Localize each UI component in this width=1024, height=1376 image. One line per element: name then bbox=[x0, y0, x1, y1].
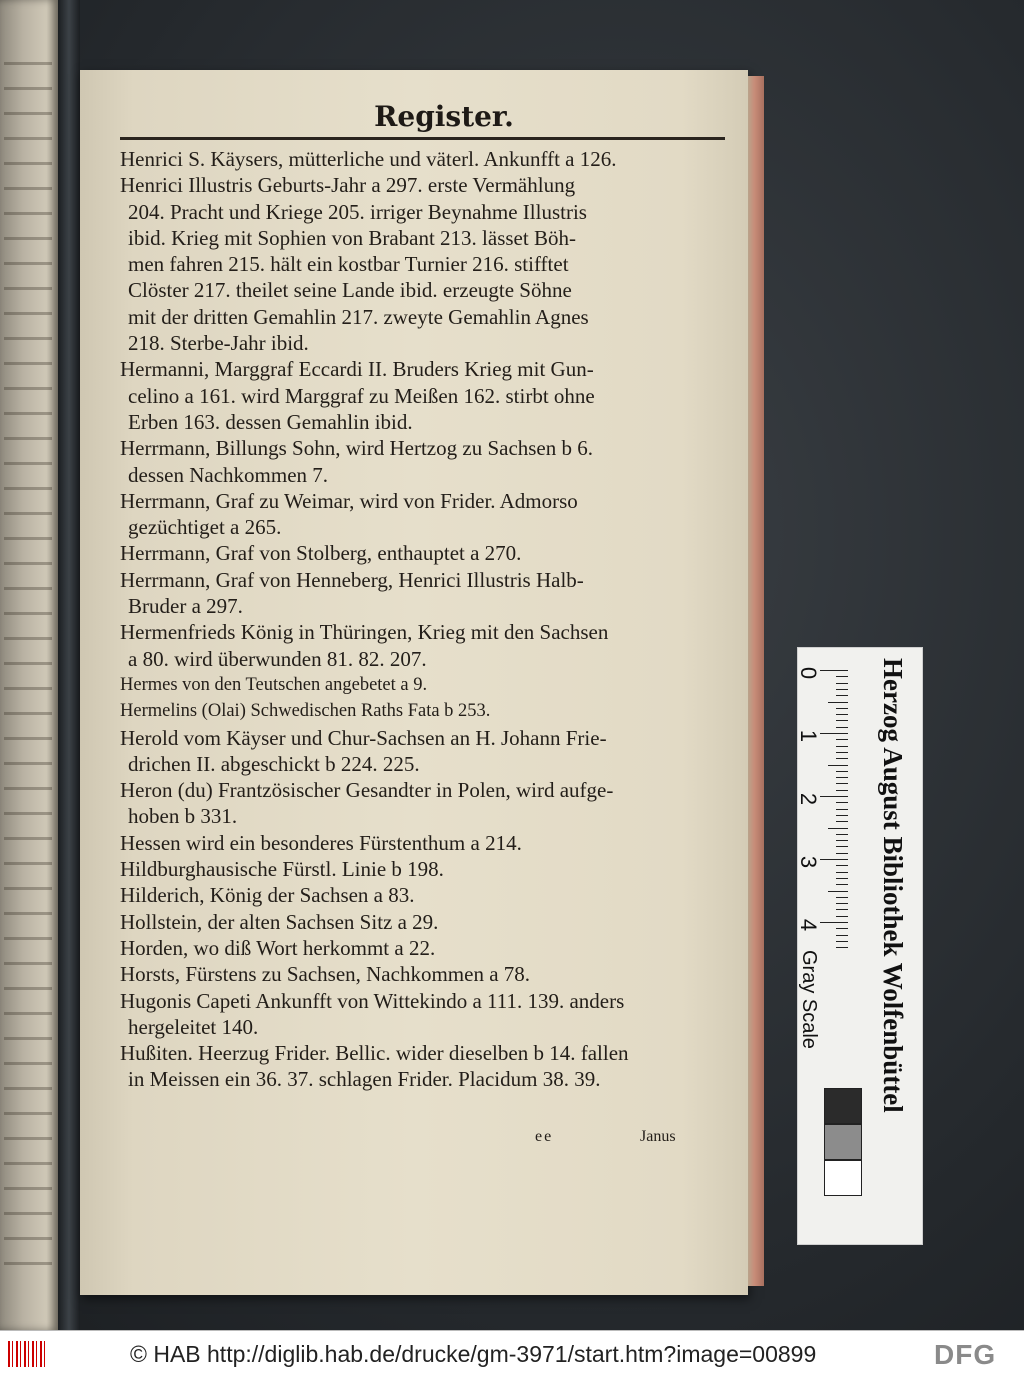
dfg-logo: DFG bbox=[934, 1339, 997, 1370]
entry-line: drichen II. abgeschickt b 224. 225. bbox=[128, 751, 420, 776]
ruler-tick bbox=[836, 758, 848, 759]
ruler-tick bbox=[836, 777, 848, 778]
ruler-number: 2 bbox=[796, 792, 822, 806]
entry-line: celino a 161. wird Marggraf zu Meißen 162. stirbt ohne bbox=[128, 383, 595, 408]
entry-line: Hermes von den Teutschen angebetet a 9. bbox=[120, 674, 428, 695]
ruler-tick bbox=[820, 796, 848, 797]
ruler-tick bbox=[828, 891, 848, 892]
ruler-tick bbox=[836, 941, 848, 942]
ruler-tick bbox=[836, 809, 848, 810]
register-entry bbox=[120, 961, 730, 987]
entry-line: 204. Pracht und Kriege 205. irriger Beynahme Illustris bbox=[128, 199, 587, 224]
ruler-tick bbox=[836, 790, 848, 791]
viewer-footer bbox=[0, 1330, 1024, 1376]
register-entry bbox=[120, 567, 730, 620]
page-stack-edge bbox=[748, 76, 764, 1286]
ruler-tick bbox=[836, 872, 848, 873]
book-gutter bbox=[58, 0, 80, 1330]
ruler-number: 1 bbox=[796, 729, 822, 743]
entry-line: Hessen wird ein besonderes Fürstenthum a 214. bbox=[120, 830, 522, 855]
entry-line: Herold vom Käyser und Chur-Sachsen an H. Johann Frie- bbox=[120, 725, 607, 750]
entry-line: Hugonis Capeti Ankunfft von Wittekindo a 111. 139. anders bbox=[120, 988, 625, 1013]
catchword: Janus bbox=[640, 1128, 676, 1145]
entry-line: Horden, wo diß Wort herkommt a 22. bbox=[120, 935, 436, 960]
ruler-tick bbox=[836, 928, 848, 929]
register-entry bbox=[120, 988, 730, 1041]
ruler-tick bbox=[820, 859, 848, 860]
entry-line: in Meissen ein 36. 37. schlagen Frider. Placidum 38. 39. bbox=[128, 1067, 601, 1092]
adjacent-page-edge bbox=[0, 0, 58, 1330]
ruler-tick bbox=[836, 746, 848, 747]
entry-line: Hollstein, der alten Sachsen Sitz a 29. bbox=[120, 909, 439, 934]
entry-line: dessen Nachkommen 7. bbox=[128, 462, 329, 487]
register-entry bbox=[120, 725, 730, 778]
entry-line: Herrmann, Graf zu Weimar, wird von Frider. Admorso bbox=[120, 488, 578, 513]
entry-line: mit der dritten Gemahlin 217. zweyte Gemahlin Agnes bbox=[128, 304, 589, 329]
ruler-tick bbox=[836, 783, 848, 784]
register-entry bbox=[120, 435, 730, 488]
register-entry bbox=[120, 882, 730, 908]
signature-mark: ee bbox=[535, 1128, 554, 1145]
entry-line: Henrici S. Käysers, mütterliche und väterl. Ankunfft a 126. bbox=[120, 147, 617, 171]
register-entry bbox=[120, 672, 730, 698]
entry-line: Bruder a 297. bbox=[128, 594, 243, 619]
register-entry bbox=[120, 698, 730, 724]
register-entry bbox=[120, 356, 730, 435]
register-entry bbox=[120, 777, 730, 830]
ruler-tick bbox=[820, 670, 848, 671]
adjacent-page-text bbox=[4, 40, 52, 1280]
entry-line: Herrmann, Billungs Sohn, wird Hertzog zu Sachsen b 6. bbox=[120, 436, 594, 461]
entry-line: Heron (du) Frantzösischer Gesandter in Polen, wird aufge- bbox=[120, 778, 614, 803]
entry-line: a 80. wird überwunden 81. 82. 207. bbox=[128, 646, 427, 671]
register-entry bbox=[120, 830, 730, 856]
entry-line: Hermanni, Marggraf Eccardi II. Bruders Krieg mit Gun- bbox=[120, 357, 594, 382]
gray-swatch-dark bbox=[824, 1088, 862, 1124]
ruler-tick bbox=[828, 828, 848, 829]
ruler-tick bbox=[820, 922, 848, 923]
register-entry bbox=[120, 909, 730, 935]
entry-line: Hußiten. Heerzug Frider. Bellic. wider dieselben b 14. fallen bbox=[120, 1041, 629, 1066]
ruler-tick bbox=[836, 821, 848, 822]
ruler-tick bbox=[836, 739, 848, 740]
register-entry bbox=[120, 146, 730, 172]
register-entry bbox=[120, 935, 730, 961]
book-page bbox=[80, 70, 748, 1295]
ruler-tick bbox=[836, 683, 848, 684]
color-scale-bar bbox=[797, 647, 923, 1245]
barcode-icon bbox=[8, 1341, 48, 1367]
ruler-tick bbox=[836, 853, 848, 854]
entry-line: men fahren 215. hält ein kostbar Turnier 216. stifftet bbox=[128, 252, 569, 277]
ruler-tick bbox=[836, 720, 848, 721]
register-entry bbox=[120, 1040, 730, 1093]
ruler-tick bbox=[836, 916, 848, 917]
entry-line: Hermelins (Olai) Schwedischen Raths Fata b 253. bbox=[120, 701, 491, 722]
header-rule bbox=[120, 137, 725, 140]
gray-swatch-light bbox=[824, 1160, 862, 1196]
ruler-tick bbox=[836, 909, 848, 910]
library-name: Herzog August Bibliothek Wolfenbüttel bbox=[878, 658, 908, 1113]
ruler-tick bbox=[828, 702, 848, 703]
register-entry bbox=[120, 856, 730, 882]
register-entries bbox=[120, 146, 730, 1093]
ruler-tick bbox=[836, 802, 848, 803]
entry-line: Hermenfrieds König in Thüringen, Krieg mit den Sachsen bbox=[120, 620, 609, 645]
ruler-tick bbox=[836, 846, 848, 847]
ruler-tick bbox=[836, 815, 848, 816]
entry-line: gezüchtiget a 265. bbox=[128, 515, 282, 540]
ruler-tick bbox=[836, 714, 848, 715]
entry-line: Herrmann, Graf von Henneberg, Henrici Illustris Halb- bbox=[120, 567, 584, 592]
register-entry bbox=[120, 619, 730, 672]
gray-swatch-mid bbox=[824, 1124, 862, 1160]
ruler-number: 3 bbox=[796, 855, 822, 869]
register-entry bbox=[120, 488, 730, 541]
entry-line: hoben b 331. bbox=[128, 804, 238, 829]
entry-line: Erben 163. dessen Gemahlin ibid. bbox=[128, 409, 413, 434]
copyright-url[interactable]: © HAB http://diglib.hab.de/drucke/gm-3971/start.htm?image=00899 bbox=[130, 1341, 817, 1367]
ruler-tick bbox=[836, 935, 848, 936]
entry-line: Horsts, Fürstens zu Sachsen, Nachkommen a 78. bbox=[120, 962, 531, 987]
ruler-tick bbox=[836, 689, 848, 690]
ruler-tick bbox=[836, 840, 848, 841]
ruler-tick bbox=[836, 884, 848, 885]
ruler-number: 0 bbox=[796, 666, 822, 680]
ruler-tick bbox=[836, 676, 848, 677]
ruler-tick bbox=[828, 765, 848, 766]
register-entry bbox=[120, 540, 730, 566]
register-entry bbox=[120, 172, 730, 356]
entry-line: Herrmann, Graf von Stolberg, enthauptet a 270. bbox=[120, 541, 522, 566]
scale-title-area bbox=[858, 648, 922, 1246]
entry-line: ibid. Krieg mit Sophien von Brabant 213. lässet Böh- bbox=[128, 225, 576, 250]
entry-line: 218. Sterbe-Jahr ibid. bbox=[128, 331, 309, 356]
entry-line: Hilderich, König der Sachsen a 83. bbox=[120, 883, 415, 908]
ruler-tick bbox=[836, 897, 848, 898]
ruler-tick bbox=[836, 878, 848, 879]
ruler-tick bbox=[836, 771, 848, 772]
ruler-tick bbox=[836, 947, 848, 948]
entry-line: Hildburghausische Fürstl. Linie b 198. bbox=[120, 857, 444, 882]
entry-line: hergeleitet 140. bbox=[128, 1014, 259, 1039]
page-header: Register. bbox=[374, 100, 514, 133]
ruler-tick bbox=[836, 727, 848, 728]
ruler-tick bbox=[836, 752, 848, 753]
ruler-tick bbox=[836, 708, 848, 709]
ruler-tick bbox=[836, 834, 848, 835]
gray-scale-label: Gray Scale bbox=[798, 950, 820, 1049]
entry-line: Clöster 217. theilet seine Lande ibid. erzeugte Söhne bbox=[128, 278, 572, 303]
ruler-tick bbox=[836, 865, 848, 866]
ruler-number: 4 bbox=[796, 918, 822, 932]
entry-line: Henrici Illustris Geburts-Jahr a 297. erste Vermählung bbox=[120, 173, 576, 198]
ruler-tick bbox=[836, 695, 848, 696]
ruler-tick bbox=[836, 903, 848, 904]
ruler-tick bbox=[820, 733, 848, 734]
